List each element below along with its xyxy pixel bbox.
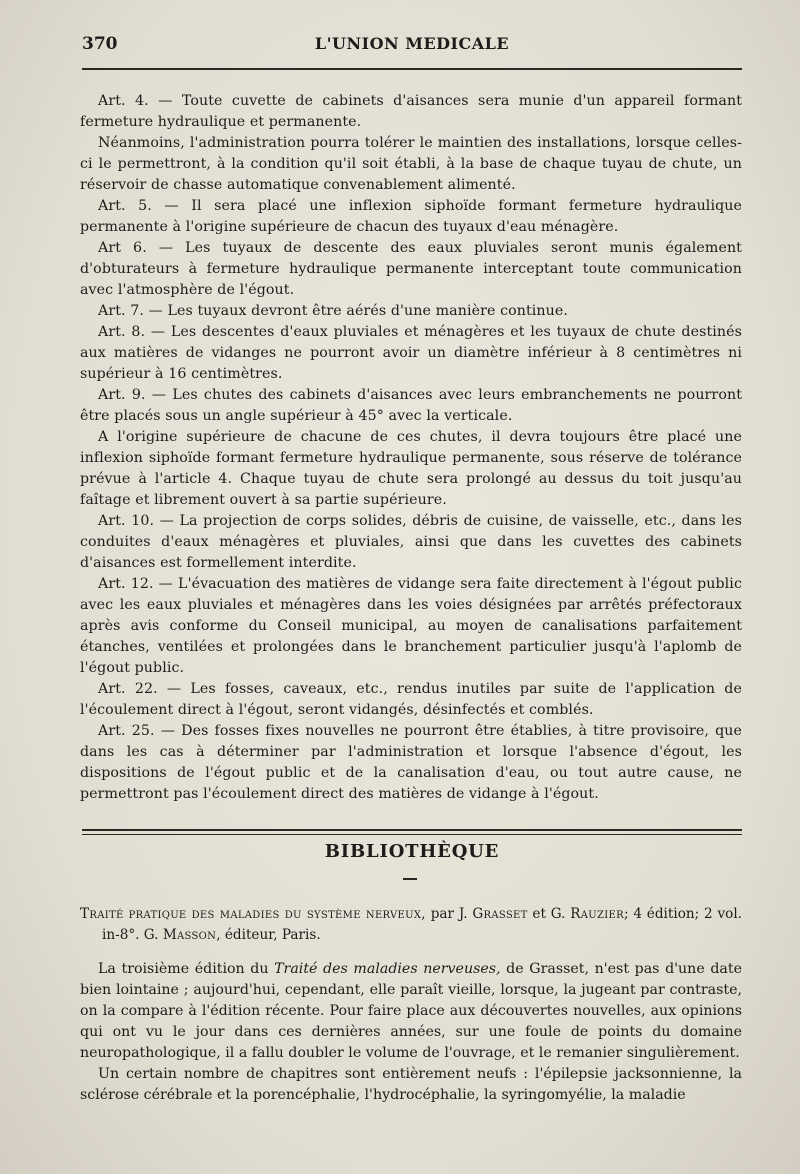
- article-list: [80, 91, 742, 805]
- book-entry: [80, 904, 742, 946]
- running-header: [82, 34, 742, 60]
- section-title: BIBLIOTHÈQUE: [324, 841, 500, 862]
- article-paragraph: Art. 9. — Les chutes des cabinets d'aisances avec leurs embranchements ne pourront être placés sous un angle supérieur à 45° avec la verticale.: [80, 387, 742, 424]
- review-paragraph: Un certain nombre de chapitres sont entièrement neufs : l'épilepsie jacksonnienne, la sclérose cérébrale et la porencéphalie, l'hydrocéphalie, la syringomyélie, la maladie: [80, 1066, 742, 1103]
- book-review: [80, 904, 742, 1106]
- review-p1-before: La troisième édition du: [98, 961, 269, 977]
- page-number: 370: [82, 34, 118, 54]
- section-rule-thick: [82, 829, 742, 831]
- book-edition: ; 4 édition; 2 vol. in-8°. G.: [102, 906, 743, 943]
- article-paragraph: Néanmoins, l'administration pourra tolérer le maintien des installations, lorsque celles-ci le permettront, à la condition qu'il soit établi, à la base de chaque tuyau de chute, un réservoir de chasse automatique convenablement alimenté.: [80, 135, 742, 193]
- review-paragraph: [80, 959, 742, 1064]
- article-paragraph: Art. 4. — Toute cuvette de cabinets d'aisances sera munie d'un appareil formant fermeture hydraulique et permanente.: [80, 93, 742, 130]
- book-title: Traité pratique des maladies du système nerveux,: [80, 906, 426, 922]
- article-paragraph: Art. 7. — Les tuyaux devront être aérés d'une manière continue.: [98, 303, 569, 319]
- author2-name: Rauzier: [570, 906, 624, 922]
- header-rule: [82, 68, 742, 70]
- book-and: et: [532, 906, 546, 922]
- book-by: par: [430, 906, 455, 922]
- running-title: L'UNION MEDICALE: [314, 34, 510, 53]
- article-paragraph: A l'origine supérieure de chacune de ces chutes, il devra toujours être placé une inflexion siphoïde formant fermeture hydraulique permanente, sous réserve de tolérance prévue à l'article 4. Chaque tuyau de chute sera prolongé au dessus du toit jusqu'au faîtage et librement ouvert à sa partie supérieure.: [80, 429, 742, 508]
- article-paragraph: Art. 8. — Les descentes d'eaux pluviales et ménagères et les tuyaux de chute destinés aux matières de vidanges ne pourront avoir un diamètre inférieur à 8 centimètres ni supérieur à 16 centimètres.: [80, 324, 742, 382]
- section-rule-thin: [82, 834, 742, 835]
- publisher-name: Masson: [162, 927, 217, 943]
- review-p1-italic: Traité des maladies nerveuses,: [274, 961, 501, 977]
- article-paragraph: Art. 12. — L'évacuation des matières de vidange sera faite directement à l'égout public avec les eaux pluviales et ménagères dans les voies désignées par arrêtés préfectoraux après avis conforme du Conseil municipal, au moyen de canalisations parfaitement étanches, ventilées et prolongées dans le branchement particulier jusqu'à l'aplomb de l'égout public.: [80, 576, 742, 676]
- author1-name: Grasset: [472, 906, 528, 922]
- review-p1-after: de Grasset, n'est pas d'une date bien lointaine ; aujourd'hui, cependant, elle paraît vieille, lorsque, la jugeant par contraste, on la compare à l'édition récente. Pour faire place aux découvertes nouvelles, aux opinions qui ont vu le jour dans ces dernières années, sur une foule de points du domaine neuropathologique, il a fallu doubler le volume de l'ouvrage, et le remanier singulièrement.: [80, 961, 742, 1061]
- author2-initial: G.: [550, 906, 566, 922]
- publisher-suffix: , éditeur, Paris.: [216, 927, 321, 943]
- review-text: [80, 959, 742, 1106]
- article-paragraph: Art 6. — Les tuyaux de descente des eaux pluviales seront munis également d'obturateurs à fermeture hydraulique permanente interceptant toute communication avec l'atmosphère de l'égout.: [80, 240, 742, 298]
- article-paragraph: Art. 5. — Il sera placé une inflexion siphoïde formant fermeture hydraulique permanente à l'origine supérieure de chacun des tuyaux d'eau ménagère.: [80, 198, 742, 235]
- article-paragraph: Art. 22. — Les fosses, caveaux, etc., rendus inutiles par suite de l'application de l'écoulement direct à l'égout, seront vidangés, désinfectés et comblés.: [80, 681, 742, 718]
- article-paragraph: Art. 10. — La projection de corps solides, débris de cuisine, de vaisselle, etc., dans les conduites d'eaux ménagères et pluviales, ainsi que dans les cuvettes des cabinets d'aisances est formellement interdite.: [80, 513, 742, 571]
- article-paragraph: Art. 25. — Des fosses fixes nouvelles ne pourront être établies, à titre provisoire, que dans les cas à déterminer par l'administration et lorsque l'absence d'égout, les dispositions de l'égout public et de la canalisation d'eau, ou tout autre cause, ne permettront pas l'écoulement direct des matières de vidange à l'égout.: [80, 723, 742, 802]
- author1-initial: J.: [458, 906, 468, 922]
- section-dash: [403, 878, 417, 880]
